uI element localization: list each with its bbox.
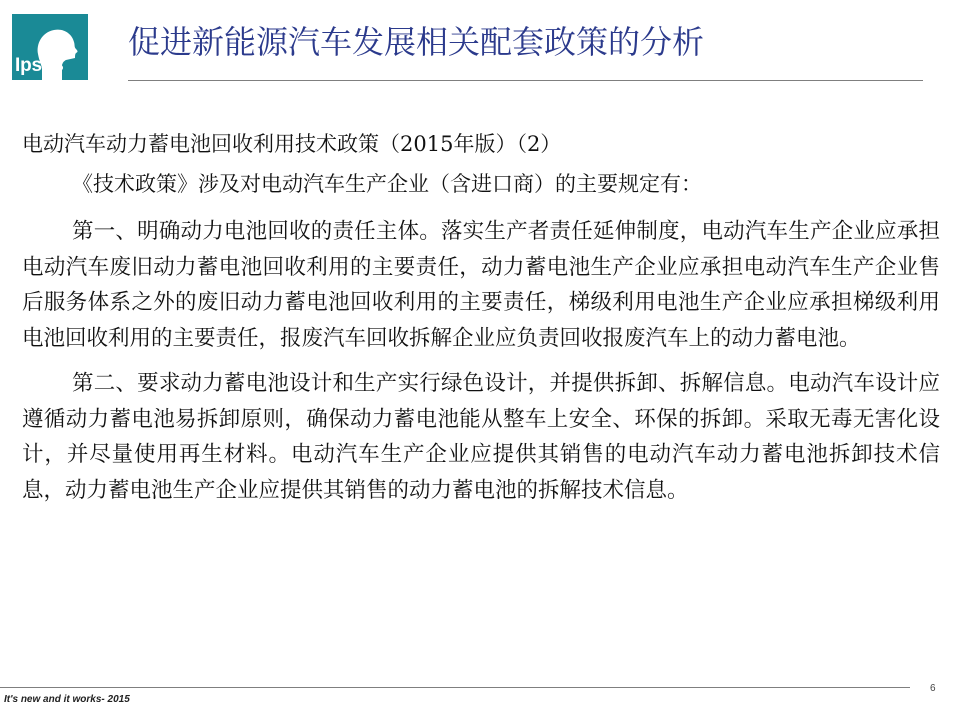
- page-number: 6: [930, 683, 936, 694]
- logo-text: Ipsos: [15, 55, 64, 76]
- paragraph-first: 第一、明确动力电池回收的责任主体。落实生产者责任延伸制度，电动汽车生产企业应承担电动汽车废旧动力蓄电池回收利用的主要责任，动力蓄电池生产企业应承担电动汽车生产企业售后服务体系之外的废旧动力蓄电池回收利用的主要责任，梯级利用电池生产企业应承担梯级利用电池回收利用的主要责任，报废汽车回收拆解企业应负责回收报废汽车上的动力蓄电池。: [22, 219, 940, 351]
- paragraph-second: 第二、要求动力蓄电池设计和生产实行绿色设计，并提供拆卸、拆解信息。电动汽车设计应遵循动力蓄电池易拆卸原则，确保动力蓄电池能从整车上安全、环保的拆卸。采取无毒无害化设计，并尽量使用再生材料。电动汽车生产企业应提供其销售的电动汽车动力蓄电池拆卸技术信息，动力蓄电池生产企业应提供其销售的动力蓄电池的拆解技术信息。: [22, 371, 940, 503]
- footer-divider: [0, 687, 910, 688]
- ipsos-logo: [12, 14, 88, 80]
- section-subtitle: 电动汽车动力蓄电池回收利用技术政策（2015年版）（2）: [22, 132, 562, 156]
- slide-content: [22, 126, 940, 508]
- title-divider: [128, 80, 923, 81]
- page-title: 促进新能源汽车发展相关配套政策的分析: [128, 23, 705, 61]
- intro-text: 《技术政策》涉及对电动汽车生产企业（含进口商）的主要规定有：: [72, 172, 702, 196]
- footer-tagline: It's new and it works- 2015: [4, 694, 130, 705]
